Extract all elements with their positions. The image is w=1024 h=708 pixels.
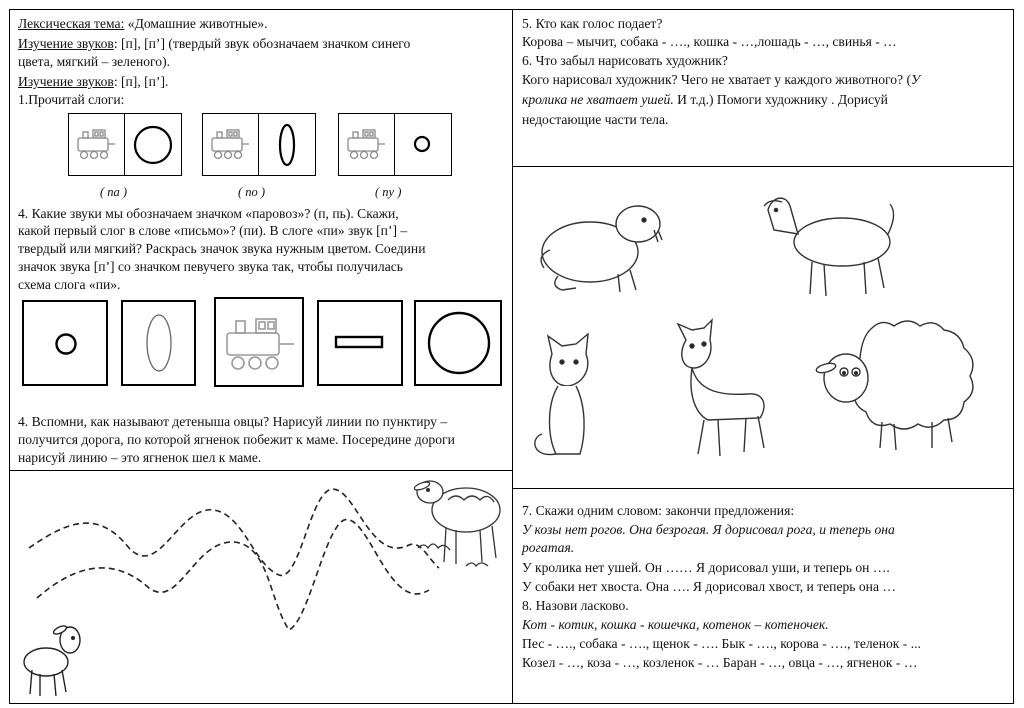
sound-box-small-circle[interactable] bbox=[22, 300, 108, 386]
column-divider bbox=[512, 9, 513, 704]
sound-box-oval[interactable] bbox=[121, 300, 196, 386]
sounds-label-2: Изучение звуков bbox=[18, 74, 114, 89]
sounds-line-1 bbox=[18, 35, 410, 53]
sounds-text-2: : [п], [п’]. bbox=[113, 74, 169, 89]
task-7-example-line-2: рогатая. bbox=[522, 540, 575, 555]
small-circle-icon bbox=[54, 332, 78, 356]
task-8-line-2: Козел - …, коза - …, козленок - … Баран - …, овца - …, ягненок - … bbox=[522, 655, 918, 670]
train-icon bbox=[345, 127, 389, 161]
task-7-line-1: У кролика нет ушей. Он …… Я дорисовал уши, и теперь он …. bbox=[522, 560, 890, 575]
tracing-path-upper[interactable] bbox=[29, 489, 439, 575]
task-4-line-5: схема слога «пи». bbox=[18, 277, 121, 292]
task-6-line-2b: И т.д.) Помоги художнику . Дорисуй bbox=[673, 92, 888, 107]
oval-icon bbox=[145, 312, 173, 374]
sheep-without-legs-illustration bbox=[812, 318, 984, 458]
dog-without-tail-illustration bbox=[668, 320, 778, 460]
syllable-label-pu: ( пу ) bbox=[375, 185, 402, 199]
train-icon bbox=[209, 127, 253, 161]
syllable-1-vowel-cell bbox=[124, 113, 182, 176]
sounds-label-1: Изучение звуков bbox=[18, 36, 114, 51]
topic-line bbox=[18, 15, 268, 33]
dash-icon bbox=[334, 334, 386, 352]
task-4-line-4: значок звука [п’] со значком певучего звука так, чтобы получилась bbox=[18, 259, 403, 274]
right-section-divider-bottom bbox=[512, 488, 1014, 489]
sounds-text-1: : [п], [п’] (твердый звук обозначаем значком синего bbox=[113, 36, 411, 51]
task-8-line-1: Пес - …., собака - …., щенок - …. Бык - …., корова - …., теленок - ... bbox=[522, 636, 921, 651]
sound-box-big-circle[interactable] bbox=[414, 300, 502, 386]
task-5-text: Корова – мычит, собака - …., кошка - …,лошадь - …, свинья - … bbox=[522, 34, 897, 49]
sound-box-dash[interactable] bbox=[317, 300, 403, 386]
syllable-3-consonant-cell bbox=[338, 113, 396, 176]
sounds-line-2 bbox=[18, 73, 168, 91]
task-6-title: 6. Что забыл нарисовать художник? bbox=[522, 53, 728, 68]
syllable-label-pa: ( па ) bbox=[100, 185, 128, 199]
rabbit-without-ears-illustration bbox=[530, 190, 670, 300]
task-4b-line-3: нарисуй линию – это ягненок шел к маме. bbox=[18, 450, 262, 465]
task-7-line-2: У собаки нет хвоста. Она …. Я дорисовал хвост, и теперь она … bbox=[522, 579, 896, 594]
task-4-line-3: твердый или мягкий? Раскрась значок звука нужным цветом. Соедини bbox=[18, 241, 426, 256]
task-6-line-3: недостающие части тела. bbox=[522, 112, 669, 127]
train-icon bbox=[75, 127, 119, 161]
task-4b-line-2: получится дорога, по которой ягненок побежит к маме. Посередине дороги bbox=[18, 432, 455, 447]
cat-without-whiskers-illustration bbox=[532, 330, 612, 470]
right-section-divider-top bbox=[512, 166, 1014, 167]
big-circle-icon bbox=[426, 310, 492, 376]
task-1-title: 1.Прочитай слоги: bbox=[18, 92, 125, 107]
task-4-line-1: 4. Какие звуки мы обозначаем значком «паровоз»? (п, пь). Скажи, bbox=[18, 206, 399, 221]
small-circle-icon bbox=[412, 134, 432, 154]
task-6-line-1a: Кого нарисовал художник? Чего не хватает у каждого животного? ( bbox=[522, 72, 911, 87]
task-7-example-line-1: У козы нет рогов. Она безрогая. Я дорисовал рога, и теперь она bbox=[522, 522, 895, 537]
syllable-3-vowel-cell bbox=[394, 113, 452, 176]
task-6-line-2a: кролика не хватает ушей. bbox=[522, 92, 674, 107]
task-4b-line-1: 4. Вспомни, как называют детеныша овцы? Нарисуй линии по пунктиру – bbox=[18, 414, 448, 429]
syllable-label-po: ( по ) bbox=[238, 185, 266, 199]
syllable-2-consonant-cell bbox=[202, 113, 260, 176]
task-6-line-2 bbox=[522, 91, 888, 109]
sheep-illustration bbox=[408, 470, 512, 582]
sounds-line-1b: цвета, мягкий – зеленого). bbox=[18, 54, 171, 69]
train-icon bbox=[222, 313, 300, 373]
task-4-line-2: какой первый слог в слове «письмо»? (пи). В слоге «пи» звук [п’] – bbox=[18, 223, 408, 238]
task-5-title: 5. Кто как голос подает? bbox=[522, 16, 663, 31]
oval-icon bbox=[276, 122, 298, 168]
syllable-1-consonant-cell bbox=[68, 113, 126, 176]
task-7-title: 7. Скажи одним словом: закончи предложения: bbox=[522, 503, 795, 518]
big-circle-icon bbox=[132, 124, 174, 166]
topic-label: Лексическая тема: bbox=[18, 16, 125, 31]
task-8-title: 8. Назови ласково. bbox=[522, 598, 629, 613]
syllable-2-vowel-cell bbox=[258, 113, 316, 176]
tracing-path-lower[interactable] bbox=[37, 520, 429, 630]
task-8-example: Кот - котик, кошка - кошечка, котенок – котеночек. bbox=[522, 617, 829, 632]
task-6-line-1 bbox=[522, 71, 920, 89]
topic-value: «Домашние животные». bbox=[127, 16, 268, 31]
task-6-line-1b: У bbox=[911, 72, 921, 87]
sound-box-train[interactable] bbox=[214, 297, 304, 387]
lamb-illustration bbox=[18, 618, 90, 700]
goat-without-horns-illustration bbox=[760, 176, 910, 301]
